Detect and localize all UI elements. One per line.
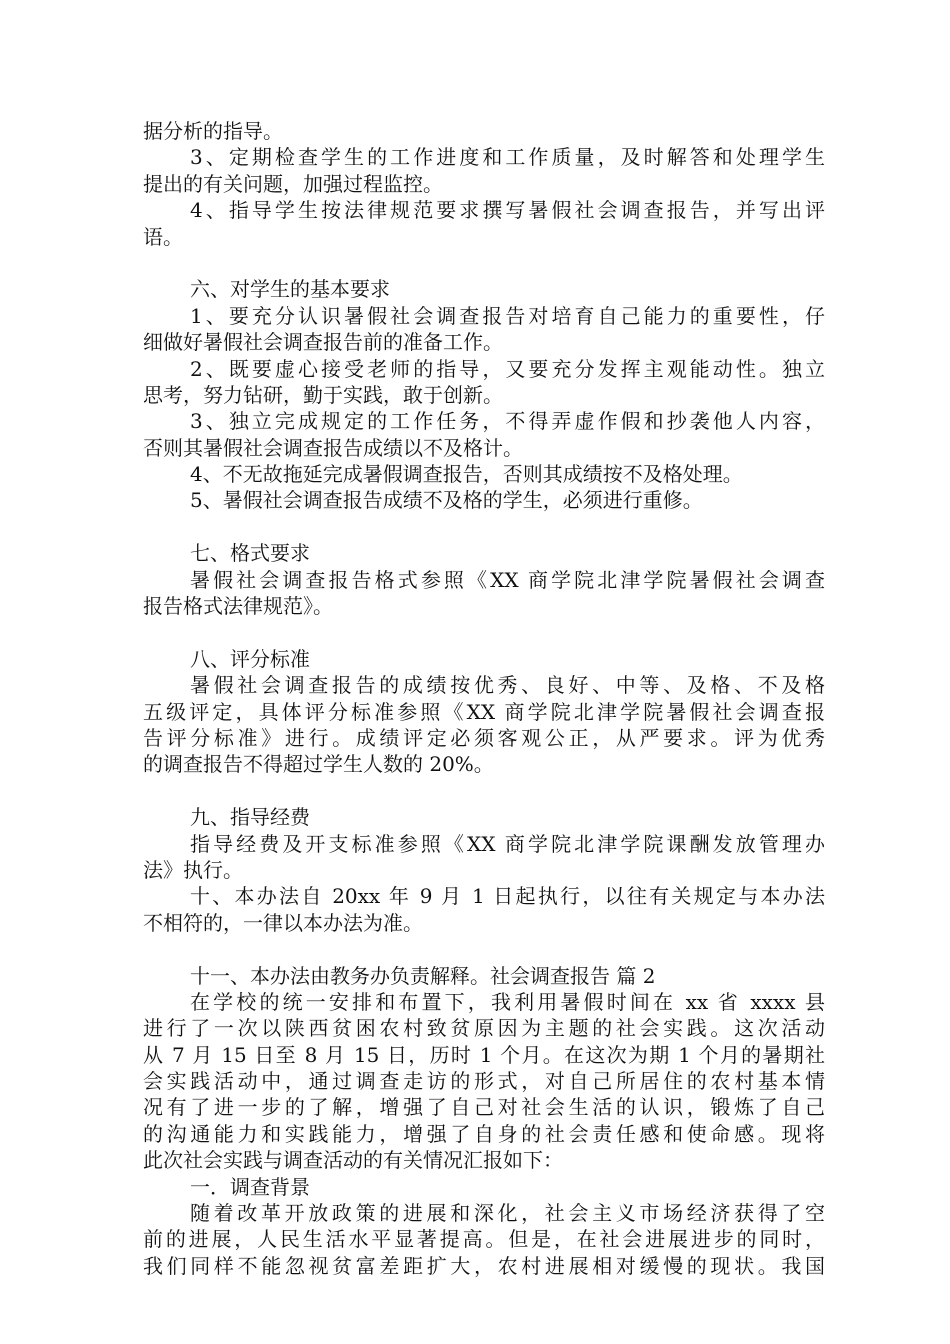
text-line: 此次社会实践与调查活动的有关情况汇报如下： [143,1148,563,1173]
text-line: 十、本办法自 20xx 年 9 月 1 日起执行，以往有关规定与本办法 [190,884,825,909]
blank-line [143,778,825,804]
text-line: 报告格式法律规范》。 [143,594,333,619]
blank-line [143,936,825,962]
text-line: 暑假社会调查报告格式参照《XX 商学院北津学院暑假社会调查 [190,567,825,592]
document-body [143,118,825,1279]
text-line: 语。 [143,224,183,249]
text-line: 从 7 月 15 日至 8 月 15 日，历时 1 个月。在这次为期 1 个月的暑期社 [143,1042,825,1067]
text-line: 五级评定，具体评分标准参照《XX 商学院北津学院暑假社会调查报 [143,699,825,724]
text-line: 思考，努力钻研，勤于实践，敢于创新。 [143,382,503,407]
text-line: 七、格式要求 [190,541,310,566]
blank-line [143,619,825,645]
text-line: 十一、本办法由教务办负责解释。社会调查报告 篇 2 [190,963,656,988]
text-line: 5、暑假社会调查报告成绩不及格的学生，必须进行重修。 [190,488,703,513]
text-line: 提出的有关问题，加强过程监控。 [143,171,443,196]
text-line: 会实践活动中，通过调查走访的形式，对自己所居住的农村基本情 [143,1069,825,1094]
text-line: 一．调查背景 [190,1174,310,1199]
text-line: 细做好暑假社会调查报告前的准备工作。 [143,330,503,355]
text-line: 3、独立完成规定的工作任务，不得弄虚作假和抄袭他人内容， [190,409,825,434]
text-line: 八、评分标准 [190,646,310,671]
text-line: 九、指导经费 [190,805,310,830]
blank-line [143,250,825,276]
text-line: 暑假社会调查报告的成绩按优秀、良好、中等、及格、不及格 [190,673,825,698]
text-line: 4、指导学生按法律规范要求撰写暑假社会调查报告，并写出评 [190,198,825,223]
text-line: 我们同样不能忽视贫富差距扩大，农村进展相对缓慢的现状。我国 [143,1253,825,1278]
text-line: 据分析的指导。 [143,119,283,143]
text-line: 1、要充分认识暑假社会调查报告对培育自己能力的重要性，仔 [190,303,825,328]
text-line: 4、不无故拖延完成暑假调查报告，否则其成绩按不及格处理。 [190,462,743,487]
text-line: 指导经费及开支标准参照《XX 商学院北津学院课酬发放管理办 [190,831,825,856]
text-line: 法》执行。 [143,857,243,882]
text-line: 否则其暑假社会调查报告成绩以不及格计。 [143,435,523,460]
text-line: 的沟通能力和实践能力，增强了自身的社会责任感和使命感。现将 [143,1121,825,1146]
text-line: 2、既要虚心接受老师的指导，又要充分发挥主观能动性。独立 [190,356,825,381]
text-line: 的调查报告不得超过学生人数的 20%。 [143,752,494,777]
blank-line [143,514,825,540]
text-line: 3、定期检查学生的工作进度和工作质量，及时解答和处理学生 [190,145,825,170]
text-line: 在学校的统一安排和布置下，我利用暑假时间在 xx 省 xxxx 县 [190,989,825,1014]
text-line: 告评分标准》进行。成绩评定必须客观公正，从严要求。评为优秀 [143,725,825,750]
text-line: 不相符的，一律以本办法为准。 [143,910,423,935]
text-line: 六、对学生的基本要求 [190,277,390,302]
text-line: 况有了进一步的了解，增强了自己对社会生活的认识，锻炼了自己 [143,1095,825,1120]
text-line: 前的进展，人民生活水平显著提高。但是，在社会进展进步的同时， [143,1227,825,1252]
text-line: 随着改革开放政策的进展和深化，社会主义市场经济获得了空 [190,1201,825,1226]
text-line: 进行了一次以陕西贫困农村致贫原因为主题的社会实践。这次活动 [143,1016,825,1041]
